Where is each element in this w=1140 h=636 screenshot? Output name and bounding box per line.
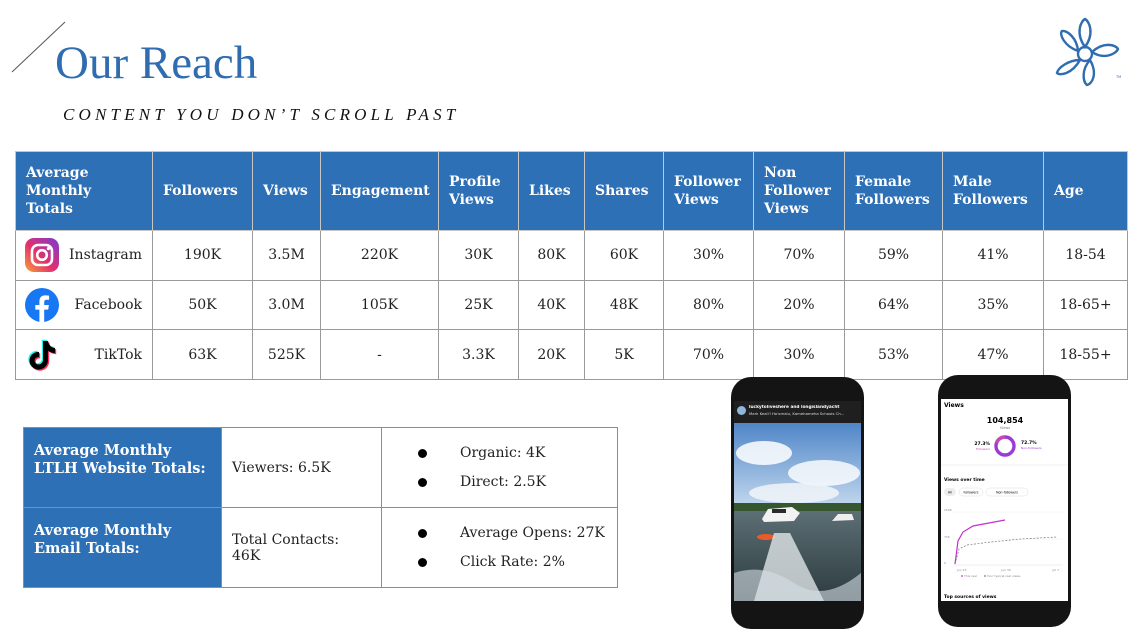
followers-label: Followers — [975, 447, 990, 451]
platform-cell — [16, 280, 153, 330]
stat-cell: 40K — [519, 280, 585, 330]
column-header: Female Followers — [845, 152, 943, 231]
column-header: Follower Views — [664, 152, 754, 231]
views-total: 104,854 — [986, 416, 1024, 425]
filter-label: All — [948, 490, 952, 495]
table-row-tiktok — [16, 330, 1128, 380]
platform-name: TikTok — [94, 346, 142, 363]
views-total-label: Views — [999, 426, 1011, 430]
table-row-instagram — [16, 231, 1128, 281]
post-location: Mark Keali'i Ho'omalu, Kamehameha Schools Ch... — [749, 411, 845, 416]
stat-cell: 5K — [585, 330, 664, 380]
stat-cell: 18-65+ — [1044, 280, 1128, 330]
avatar — [737, 406, 746, 415]
table-row-facebook — [16, 280, 1128, 330]
phone-mockup-reel — [731, 377, 864, 629]
stat-cell: 25K — [439, 280, 519, 330]
column-header: Average Monthly Totals — [16, 152, 153, 231]
list-item: Average Opens: 27K — [418, 519, 607, 548]
table-row-email — [24, 508, 618, 588]
list-item: Click Rate: 2% — [418, 548, 607, 577]
flower-logo-icon — [1046, 16, 1124, 88]
stat-cell: 53% — [845, 330, 943, 380]
list-item: Organic: 4K — [418, 439, 607, 468]
stat-cell: 41% — [943, 231, 1044, 281]
column-header: Non Follower Views — [754, 152, 845, 231]
reel-photo — [734, 423, 861, 601]
nonfollowers-pct: 72.7% — [1021, 441, 1037, 446]
stat-cell: 3.0M — [253, 280, 321, 330]
column-header: Age — [1044, 152, 1128, 231]
instagram-icon — [24, 237, 60, 273]
stat-cell: 47% — [943, 330, 1044, 380]
x-tick: Jul 7 — [1052, 568, 1059, 572]
column-header: Shares — [585, 152, 664, 231]
stat-cell: 80K — [519, 231, 585, 281]
legend-item: Your typical reel views — [987, 574, 1021, 578]
stat-cell: - — [321, 330, 439, 380]
stat-cell: 220K — [321, 231, 439, 281]
column-header: Views — [253, 152, 321, 231]
stat-cell: 70% — [754, 231, 845, 281]
section-title: Views over time — [944, 478, 985, 483]
table-row-website — [24, 428, 618, 508]
bullet-cell — [382, 428, 618, 508]
y-tick: 0 — [944, 561, 946, 565]
tiktok-icon — [24, 337, 60, 373]
stat-cell: 59% — [845, 231, 943, 281]
x-tick: Jun 30 — [1001, 568, 1011, 572]
stat-cell: 35% — [943, 280, 1044, 330]
y-tick: 75K — [944, 535, 950, 539]
stat-cell: 3.3K — [439, 330, 519, 380]
y-tick: 150K — [944, 508, 952, 512]
column-header: Followers — [153, 152, 253, 231]
filter-label: Non-followers — [996, 490, 1018, 495]
row-header: Average Monthly LTLH Website Totals: — [24, 428, 222, 508]
stat-cell: 64% — [845, 280, 943, 330]
metric-cell: Total Contacts: 46K — [222, 508, 382, 588]
website-email-table — [23, 427, 618, 588]
post-account: luckytoliveshere and longislandyacht — [749, 405, 840, 410]
stat-cell: 30% — [664, 231, 754, 281]
bullet-list — [392, 519, 607, 577]
reach-stats-table — [15, 151, 1128, 380]
stat-cell: 63K — [153, 330, 253, 380]
phone-mockup-insights — [938, 375, 1071, 627]
reel-screen — [734, 401, 861, 601]
stat-cell: 30% — [754, 330, 845, 380]
stat-cell: 30K — [439, 231, 519, 281]
stat-cell: 105K — [321, 280, 439, 330]
stat-cell: 525K — [253, 330, 321, 380]
stat-cell: 18-55+ — [1044, 330, 1128, 380]
stat-cell: 190K — [153, 231, 253, 281]
stat-cell: 80% — [664, 280, 754, 330]
stat-cell: 70% — [664, 330, 754, 380]
column-header: Likes — [519, 152, 585, 231]
stat-cell: 60K — [585, 231, 664, 281]
platform-cell — [16, 330, 153, 380]
insights-panel — [941, 399, 1068, 601]
stat-cell: 18-54 — [1044, 231, 1128, 281]
x-tick: Jun 23 — [957, 568, 967, 572]
stat-cell: 20% — [754, 280, 845, 330]
bullet-list — [392, 439, 607, 497]
reel-header — [734, 404, 861, 420]
column-header: Profile Views — [439, 152, 519, 231]
page-title: Our Reach — [55, 37, 258, 89]
bullet-cell — [382, 508, 618, 588]
followers-pct: 27.3% — [974, 442, 990, 447]
platform-name: Instagram — [69, 247, 142, 264]
insights-title: Views — [944, 402, 964, 409]
metric-cell: Viewers: 6.5K — [222, 428, 382, 508]
stat-cell: 3.5M — [253, 231, 321, 281]
stat-cell: 20K — [519, 330, 585, 380]
column-header: Engagement — [321, 152, 439, 231]
filter-label: Followers — [963, 490, 979, 495]
row-header: Average Monthly Email Totals: — [24, 508, 222, 588]
table-header-row — [16, 152, 1128, 231]
list-item: Direct: 2.5K — [418, 468, 607, 497]
platform-name: Facebook — [74, 296, 142, 313]
platform-cell — [16, 231, 153, 281]
facebook-icon — [24, 287, 60, 323]
column-header: Male Followers — [943, 152, 1044, 231]
page-subtitle: CONTENT YOU DON’T SCROLL PAST — [63, 105, 460, 124]
stat-cell: 48K — [585, 280, 664, 330]
nonfollowers-label: Non-followers — [1021, 446, 1042, 450]
insights-screen — [941, 399, 1068, 601]
legend-item: This reel — [964, 574, 977, 578]
svg-text:TM: TM — [1116, 75, 1122, 79]
stat-cell: 50K — [153, 280, 253, 330]
footer-section-title: Top sources of views — [944, 595, 997, 600]
